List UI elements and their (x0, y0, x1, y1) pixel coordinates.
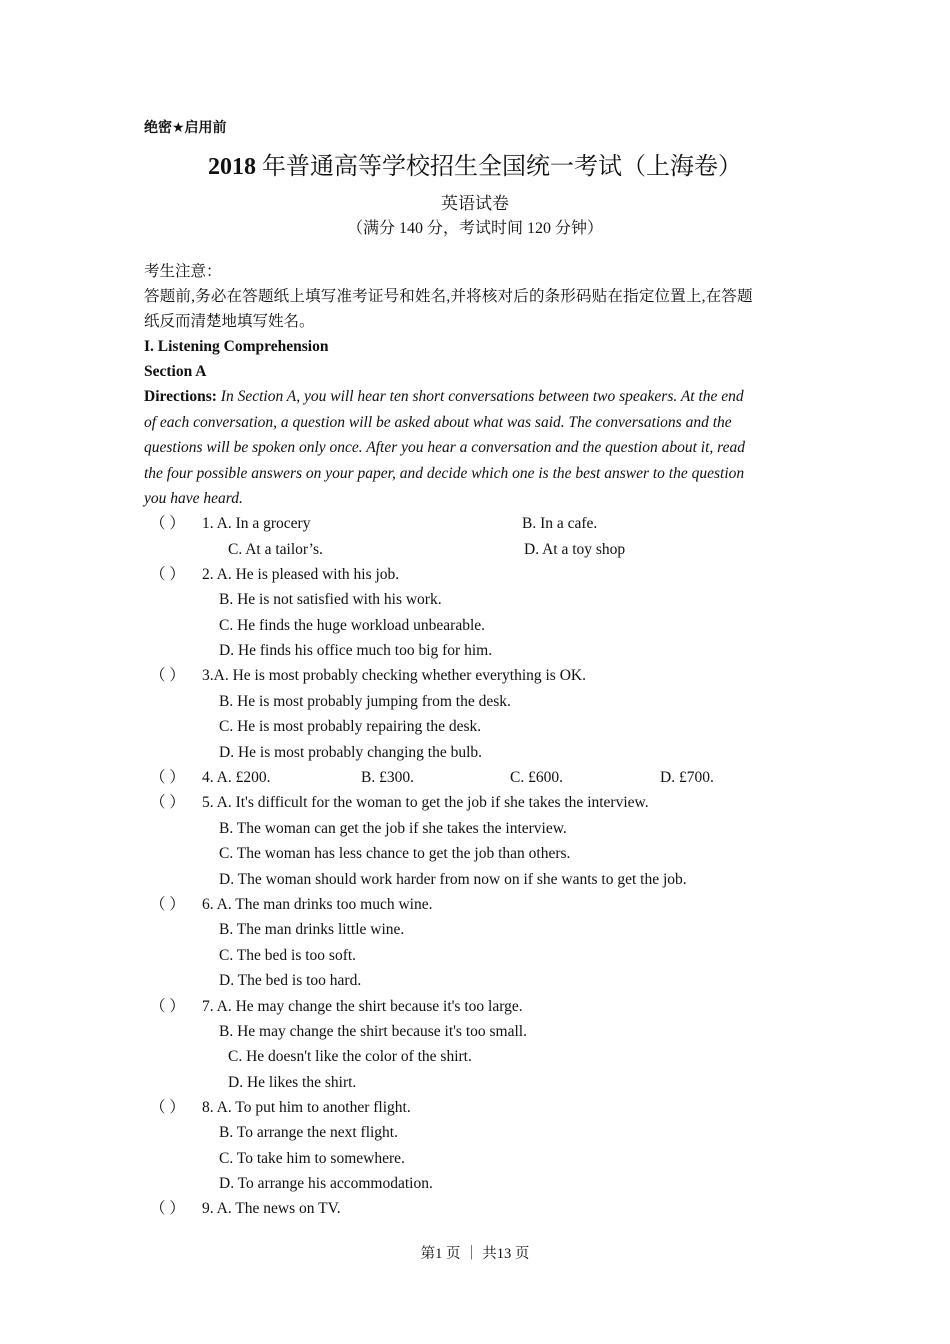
exam-title (0, 152, 950, 182)
title-text: 年普通高等学校招生全国统一考试（上海卷） (256, 154, 742, 180)
notice-line-2: 纸反而清楚地填写姓名。 (144, 313, 315, 330)
notice-line-1: 答题前,务必在答题纸上填写准考证号和姓名,并将核对后的条形码贴在指定位置上,在答题 (144, 288, 753, 305)
directions-line-3: questions will be spoken only once. After you hear a conversation and the question about it, read (144, 439, 745, 456)
answer-blank[interactable]: （ ） (150, 667, 185, 684)
directions-line-2: of each conversation, a question will be asked about what was said. The conversations and the (144, 414, 732, 431)
question-1-option-c: C. At a tailor’s. (228, 541, 323, 558)
question-5-option-c: C. The woman has less chance to get the job than others. (219, 845, 571, 862)
question-4-option-a: 4. A. £200. (202, 769, 271, 786)
directions-line-5: you have heard. (144, 490, 243, 507)
answer-blank[interactable]: （ ） (150, 566, 185, 583)
question-1-option-b: B. In a cafe. (522, 515, 598, 532)
question-4-option-d: D. £700. (660, 769, 714, 786)
question-3-option-a: 3.A. He is most probably checking whether everything is OK. (202, 667, 586, 684)
question-7-option-a: 7. A. He may change the shirt because it's too large. (202, 998, 523, 1015)
directions-line-1 (144, 387, 804, 407)
question-8-option-d: D. To arrange his accommodation. (219, 1175, 433, 1192)
question-5-option-b: B. The woman can get the job if she takes the interview. (219, 820, 567, 837)
question-8-option-a: 8. A. To put him to another flight. (202, 1099, 411, 1116)
question-2-option-b: B. He is not satisfied with his work. (219, 591, 442, 608)
score-time: （满分 140 分，考试时间 120 分钟） (346, 220, 603, 237)
notice-label: 考生注意： (144, 263, 222, 280)
question-4-option-b: B. £300. (361, 769, 414, 786)
section-title: Section A (144, 363, 207, 380)
answer-blank[interactable]: （ ） (150, 794, 185, 811)
question-6-option-b: B. The man drinks little wine. (219, 921, 405, 938)
page-number: 第1 页 ｜ 共13 页 (420, 1246, 530, 1262)
question-5-option-a: 5. A. It's difficult for the woman to get the job if she takes the interview. (202, 794, 649, 811)
answer-blank[interactable]: （ ） (150, 769, 185, 786)
question-2-option-a: 2. A. He is pleased with his job. (202, 566, 400, 583)
directions-label: Directions: (144, 388, 217, 405)
secret-mark: 绝密★启用前 (144, 120, 227, 136)
question-8-option-b: B. To arrange the next flight. (219, 1124, 398, 1141)
question-5-option-d: D. The woman should work harder from now on if she wants to get the job. (219, 871, 687, 888)
question-6-option-a: 6. A. The man drinks too much wine. (202, 896, 433, 913)
title-year: 2018 (208, 154, 256, 180)
directions-text: In Section A, you will hear ten short conversations between two speakers. At the end (216, 388, 744, 405)
directions-line-4: the four possible answers on your paper, and decide which one is the best answer to the question (144, 465, 745, 482)
question-3-option-c: C. He is most probably repairing the desk. (219, 718, 482, 735)
answer-blank[interactable]: （ ） (150, 896, 185, 913)
question-7-option-d: D. He likes the shirt. (228, 1074, 357, 1091)
answer-blank[interactable]: （ ） (150, 1099, 185, 1116)
question-1-option-a: 1. A. In a grocery (202, 515, 311, 532)
part-title: I. Listening Comprehension (144, 338, 329, 355)
answer-blank[interactable]: （ ） (150, 998, 185, 1015)
question-9-option-a: 9. A. The news on TV. (202, 1200, 341, 1217)
answer-blank[interactable]: （ ） (150, 515, 185, 532)
answer-blank[interactable]: （ ） (150, 1200, 185, 1217)
question-8-option-c: C. To take him to somewhere. (219, 1150, 405, 1167)
question-3-option-b: B. He is most probably jumping from the desk. (219, 693, 511, 710)
question-6-option-c: C. The bed is too soft. (219, 947, 357, 964)
exam-subtitle: 英语试卷 (441, 194, 509, 213)
question-6-option-d: D. The bed is too hard. (219, 972, 362, 989)
question-2-option-d: D. He finds his office much too big for him. (219, 642, 493, 659)
question-7-option-b: B. He may change the shirt because it's too small. (219, 1023, 527, 1040)
question-1-option-d: D. At a toy shop (524, 541, 626, 558)
question-2-option-c: C. He finds the huge workload unbearable. (219, 617, 486, 634)
question-7-option-c: C. He doesn't like the color of the shirt. (228, 1048, 472, 1065)
question-3-option-d: D. He is most probably changing the bulb. (219, 744, 483, 761)
question-4-option-c: C. £600. (510, 769, 563, 786)
